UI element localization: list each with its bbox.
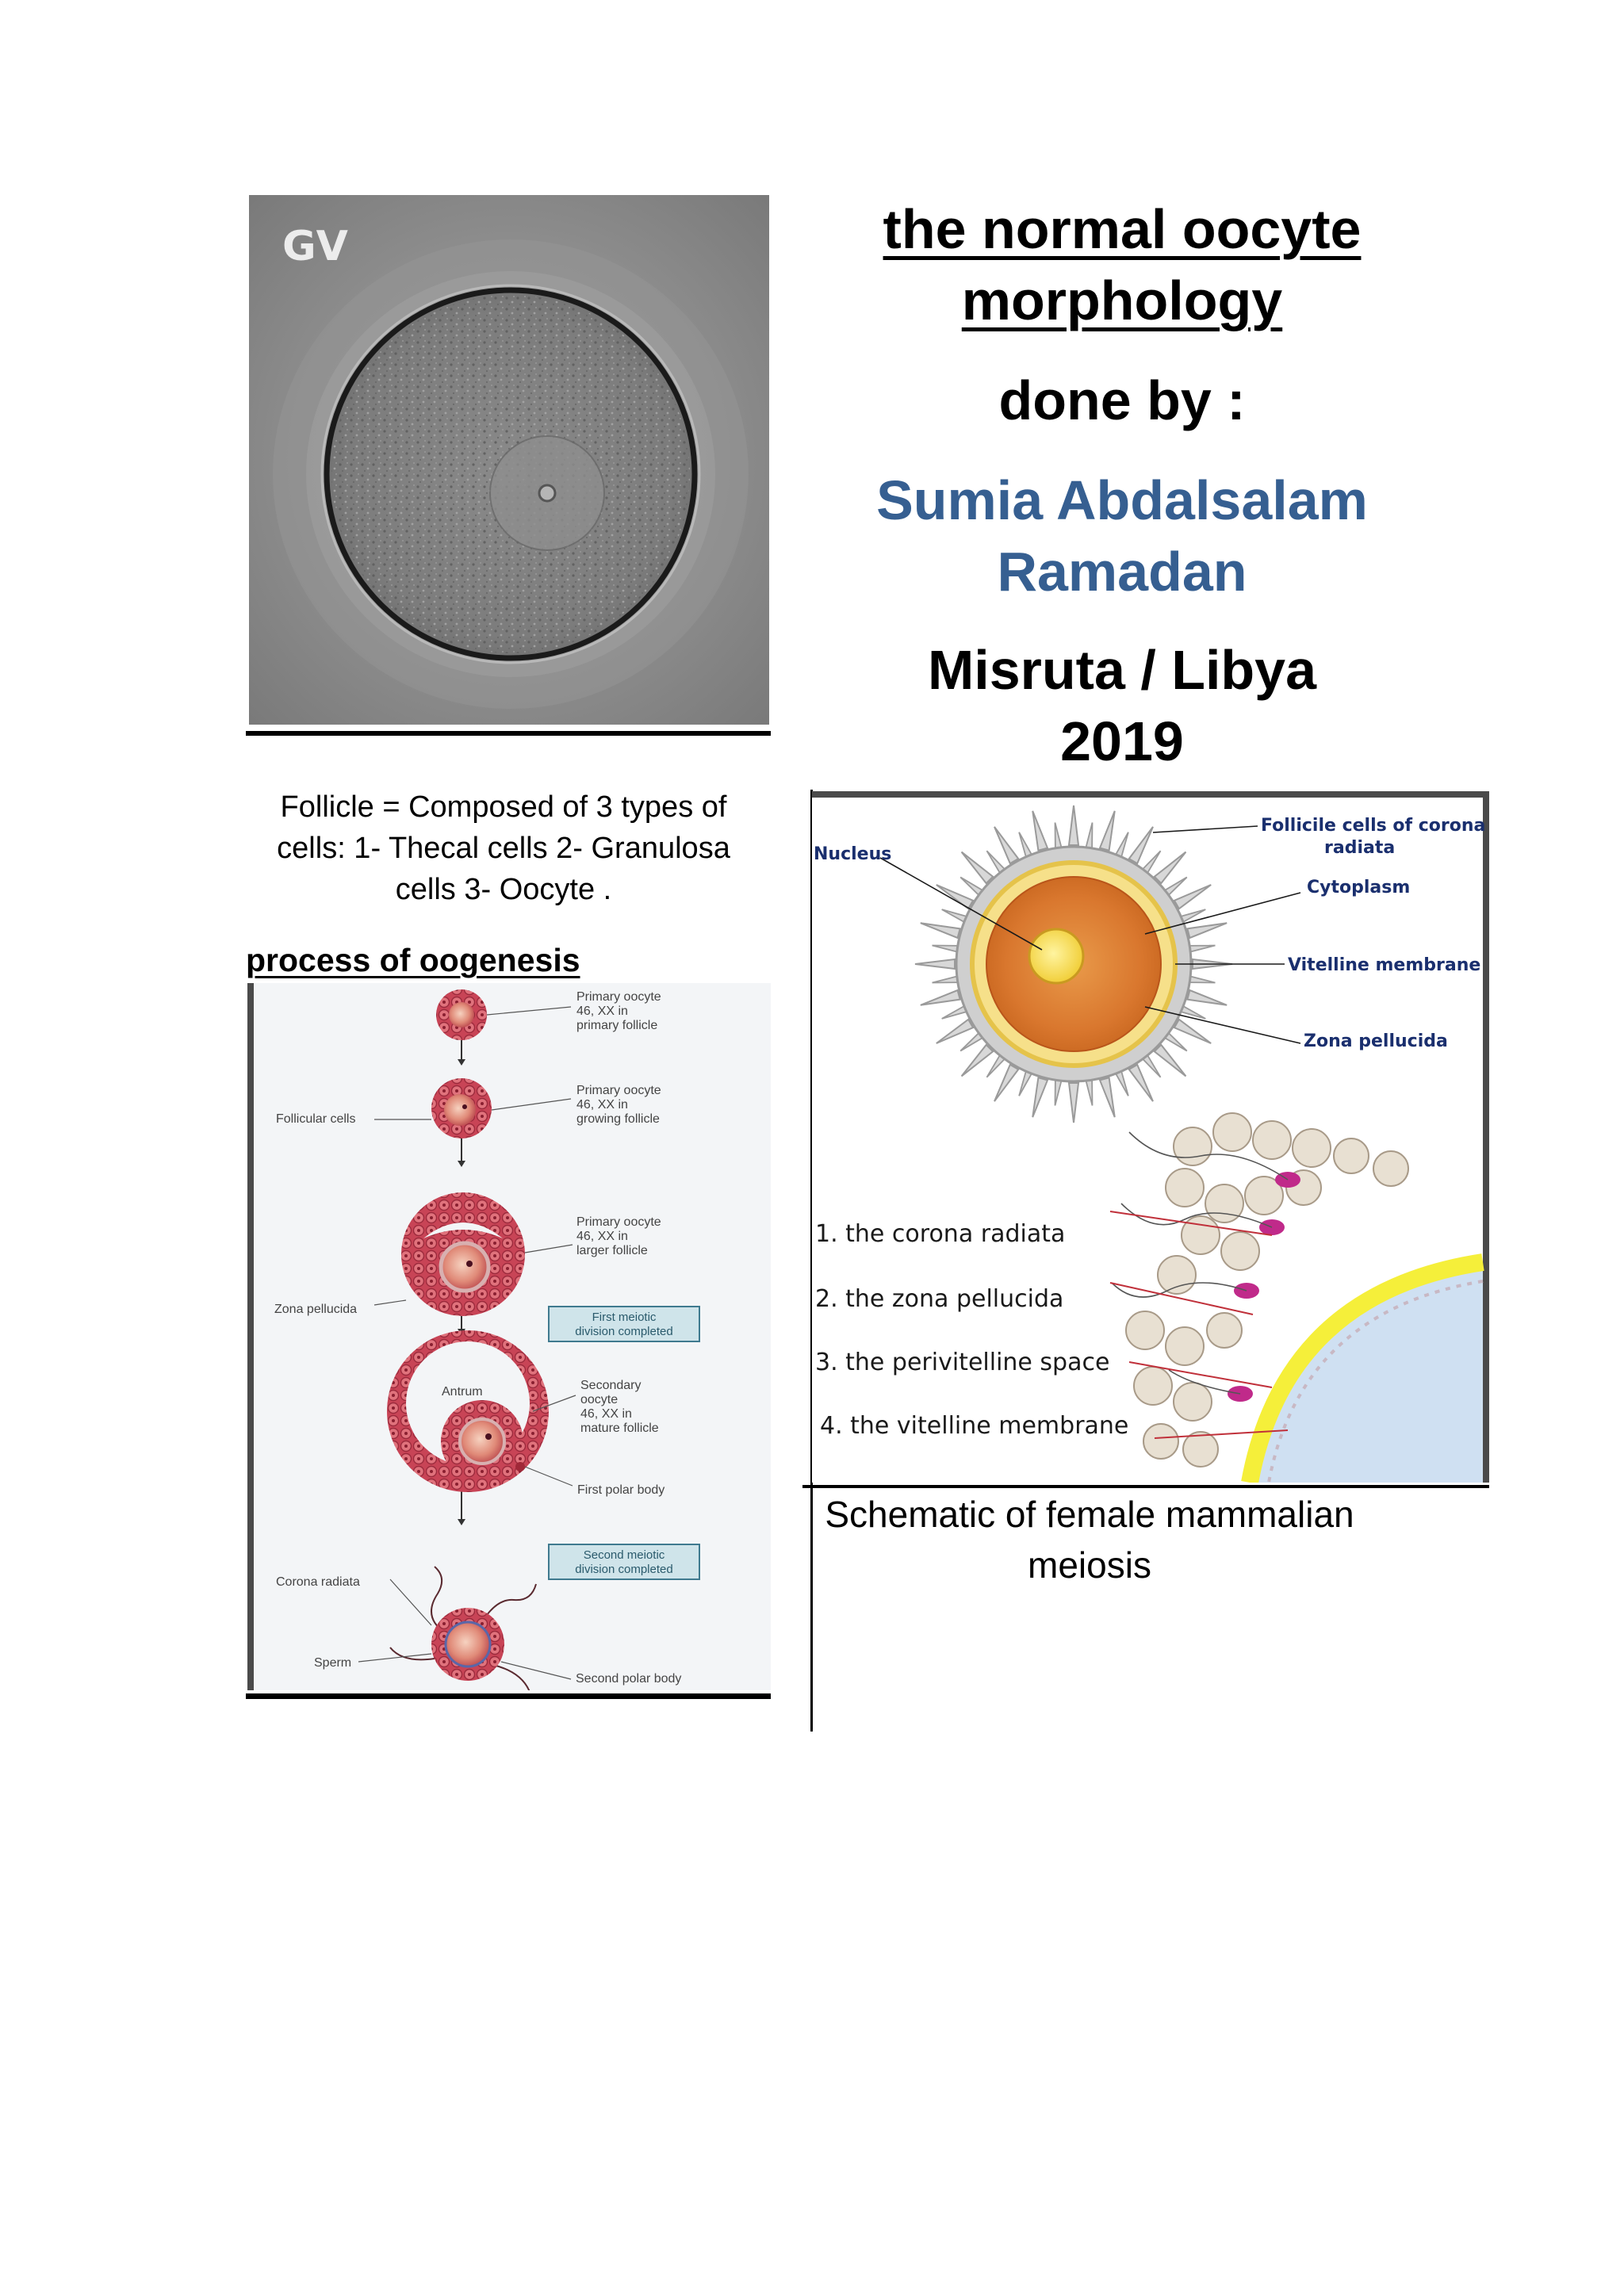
list-item-3: 3. the perivitelline space bbox=[815, 1349, 1110, 1376]
done-by-label: done by : bbox=[998, 369, 1246, 431]
label-primary-oocyte-3a: Primary oocyte bbox=[576, 1215, 661, 1229]
label-primary-oocyte-1a: Primary oocyte bbox=[576, 990, 661, 1004]
page-title: the normal oocyte morphology bbox=[883, 198, 1362, 331]
oocyte-structure-diagram bbox=[812, 791, 1489, 1483]
label-second-meiotic-b: division completed bbox=[575, 1563, 673, 1576]
label-follicle-cells-a: Follicile cells of corona bbox=[1261, 816, 1486, 836]
label-first-meiotic-b: division completed bbox=[575, 1325, 673, 1338]
oogenesis-diagram bbox=[247, 983, 771, 1690]
gv-oocyte-micrograph bbox=[249, 195, 769, 725]
year-text: 2019 bbox=[1060, 710, 1184, 772]
author-name: Sumia Abdalsalam Ramadan bbox=[876, 469, 1368, 603]
list-item-1: 1. the corona radiata bbox=[815, 1220, 1066, 1248]
label-cytoplasm: Cytoplasm bbox=[1307, 878, 1411, 897]
label-zona-pellucida: Zona pellucida bbox=[274, 1303, 358, 1316]
label-follicular-cells: Follicular cells bbox=[276, 1112, 356, 1126]
label-secondary-oocyte-a: Secondary bbox=[580, 1379, 642, 1392]
label-sperm: Sperm bbox=[314, 1656, 352, 1670]
oogenesis-heading: process of oogenesis bbox=[246, 942, 580, 978]
label-vitelline-membrane: Vitelline membrane bbox=[1288, 955, 1481, 975]
list-item-4: 4. the vitelline membrane bbox=[820, 1412, 1129, 1440]
label-secondary-oocyte-b: oocyte bbox=[580, 1393, 619, 1406]
label-antrum: Antrum bbox=[442, 1385, 483, 1399]
place-text: Misruta / Libya bbox=[927, 639, 1317, 701]
figure-caption: Schematic of female mammalian meiosis bbox=[825, 1494, 1354, 1586]
label-primary-oocyte-2c: growing follicle bbox=[576, 1112, 660, 1126]
label-nucleus: Nucleus bbox=[814, 844, 892, 864]
divider-line bbox=[246, 731, 771, 736]
label-first-polar-body: First polar body bbox=[577, 1483, 665, 1497]
label-first-meiotic-a: First meiotic bbox=[592, 1311, 657, 1324]
divider-line bbox=[246, 1693, 771, 1699]
label-primary-oocyte-2b: 46, XX in bbox=[576, 1098, 628, 1112]
follicle-description: Follicle = Composed of 3 types of cells: 1- Thecal cells 2- Granulosa cells 3- Oocyte . bbox=[277, 790, 730, 906]
place-and-year bbox=[809, 634, 1435, 777]
label-primary-oocyte-3b: 46, XX in bbox=[576, 1230, 628, 1243]
label-primary-oocyte-3c: larger follicle bbox=[576, 1244, 648, 1257]
divider-line bbox=[802, 1485, 1489, 1488]
label-zona-pellucida-right: Zona pellucida bbox=[1304, 1031, 1448, 1051]
label-second-meiotic-a: Second meiotic bbox=[583, 1548, 665, 1562]
gv-label: GV bbox=[282, 223, 348, 270]
label-follicle-cells-b: radiata bbox=[1324, 838, 1396, 858]
list-item-2: 2. the zona pellucida bbox=[815, 1285, 1064, 1313]
label-secondary-oocyte-c: 46, XX in bbox=[580, 1407, 632, 1421]
label-primary-oocyte-1b: 46, XX in bbox=[576, 1004, 628, 1018]
label-primary-oocyte-2a: Primary oocyte bbox=[576, 1084, 661, 1097]
label-second-polar-body: Second polar body bbox=[576, 1672, 682, 1686]
label-corona-radiata: Corona radiata bbox=[276, 1575, 360, 1589]
label-secondary-oocyte-d: mature follicle bbox=[580, 1422, 659, 1435]
label-primary-oocyte-1c: primary follicle bbox=[576, 1019, 658, 1032]
